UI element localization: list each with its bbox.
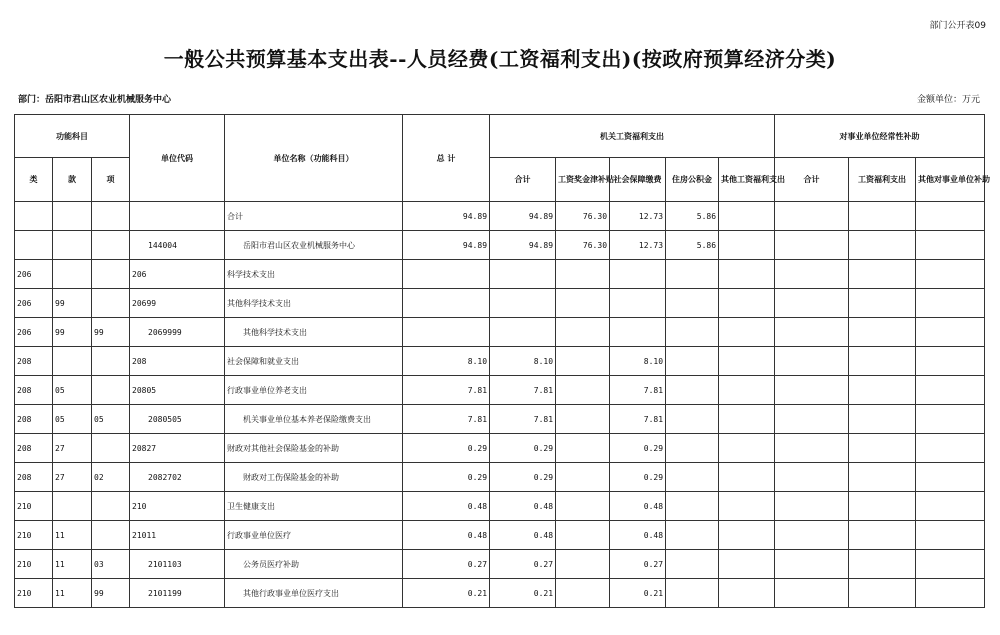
cell-subtotal: 94.89 [490,231,556,260]
cell-kuan: 11 [53,521,92,550]
xiang-header: 项 [92,158,130,202]
cell-wage [556,550,610,579]
cell-kuan: 05 [53,376,92,405]
cell-wage [556,289,610,318]
cell-total [403,318,490,347]
cell-wage [556,521,610,550]
cell-c1 [775,260,849,289]
cell-kuan [53,347,92,376]
cell-kuan: 99 [53,289,92,318]
cell-other [719,376,775,405]
cell-code: 20827 [130,434,225,463]
cell-lei: 208 [15,434,53,463]
total-header: 总 计 [403,115,490,202]
cell-other [719,289,775,318]
table-row [15,202,985,231]
cell-c3 [916,347,985,376]
cell-c3 [916,521,985,550]
cell-lei: 208 [15,347,53,376]
cell-wage [556,405,610,434]
cell-subtotal [490,289,556,318]
cell-wage [556,347,610,376]
cell-c1 [775,579,849,608]
cell-xiang [92,376,130,405]
unit-code-header: 单位代码 [130,115,225,202]
cell-c3 [916,579,985,608]
cell-c3 [916,260,985,289]
cell-c2 [849,492,916,521]
cell-kuan: 27 [53,463,92,492]
cell-name: 岳阳市君山区农业机械服务中心 [225,231,403,260]
social-header: 社会保障缴费 [610,158,666,202]
cell-other [719,434,775,463]
cell-subtotal: 94.89 [490,202,556,231]
cell-xiang [92,347,130,376]
cell-c2 [849,463,916,492]
cell-total: 0.29 [403,434,490,463]
cell-social: 12.73 [610,202,666,231]
cell-name: 财政对工伤保险基金的补助 [225,463,403,492]
cell-c2 [849,231,916,260]
cell-social: 0.29 [610,434,666,463]
cell-social: 0.27 [610,550,666,579]
cell-social: 0.29 [610,463,666,492]
cell-c2 [849,202,916,231]
cell-c1 [775,463,849,492]
cell-subtotal: 7.81 [490,405,556,434]
cell-total [403,260,490,289]
cell-c2 [849,289,916,318]
cell-name: 其他科学技术支出 [225,289,403,318]
cell-c2 [849,550,916,579]
cell-code: 2101199 [130,579,225,608]
cell-housing [666,405,719,434]
func-subject-header: 功能科目 [15,115,130,158]
cell-other [719,405,775,434]
cell-other [719,260,775,289]
cell-housing [666,289,719,318]
cell-c1 [775,289,849,318]
cell-kuan [53,202,92,231]
cell-lei: 210 [15,579,53,608]
cell-other [719,521,775,550]
department-label: 部门：岳阳市君山区农业机械服务中心 [18,95,172,105]
cell-name: 其他行政事业单位医疗支出 [225,579,403,608]
cell-housing [666,434,719,463]
cell-wage [556,463,610,492]
cell-c1 [775,521,849,550]
cell-social: 8.10 [610,347,666,376]
cell-kuan: 11 [53,579,92,608]
cell-subtotal: 8.10 [490,347,556,376]
cell-total: 7.81 [403,405,490,434]
cell-c3 [916,434,985,463]
cell-xiang: 99 [92,579,130,608]
cell-kuan: 11 [53,550,92,579]
cell-name: 机关事业单位基本养老保险缴费支出 [225,405,403,434]
table-row [15,260,985,289]
table-number: 部门公开表09 [929,21,986,31]
cell-lei: 210 [15,550,53,579]
cell-c1 [775,347,849,376]
table-row [15,579,985,608]
cell-total: 94.89 [403,202,490,231]
cell-kuan: 05 [53,405,92,434]
cell-code: 20805 [130,376,225,405]
cell-other [719,492,775,521]
cell-c2 [849,347,916,376]
cell-c1 [775,231,849,260]
cell-code: 208 [130,347,225,376]
cell-housing: 5.86 [666,202,719,231]
table-row [15,289,985,318]
cell-c1 [775,318,849,347]
cell-c3 [916,463,985,492]
cell-lei: 206 [15,318,53,347]
cell-lei: 208 [15,405,53,434]
cell-name: 合计 [225,202,403,231]
inst-subtotal-header: 合计 [775,158,849,202]
cell-c2 [849,434,916,463]
cell-total: 0.27 [403,550,490,579]
wage-header: 工资奖金津补贴 [556,158,610,202]
cell-lei: 210 [15,521,53,550]
cell-xiang [92,492,130,521]
cell-xiang: 03 [92,550,130,579]
cell-kuan: 27 [53,434,92,463]
cell-other [719,318,775,347]
cell-name: 卫生健康支出 [225,492,403,521]
cell-name: 社会保障和就业支出 [225,347,403,376]
cell-housing [666,376,719,405]
cell-xiang [92,260,130,289]
cell-wage [556,434,610,463]
cell-kuan [53,231,92,260]
cell-code: 210 [130,492,225,521]
cell-total [403,289,490,318]
page-title: 一般公共预算基本支出表--人员经费(工资福利支出)(按政府预算经济分类) [163,47,837,71]
cell-name: 行政事业单位养老支出 [225,376,403,405]
cell-kuan [53,492,92,521]
cell-housing [666,521,719,550]
table-body [15,202,985,608]
cell-other [719,347,775,376]
cell-name: 公务员医疗补助 [225,550,403,579]
cell-xiang: 02 [92,463,130,492]
cell-other [719,463,775,492]
cell-subtotal: 7.81 [490,376,556,405]
cell-subtotal: 0.21 [490,579,556,608]
subtotal-header: 合计 [490,158,556,202]
cell-other [719,231,775,260]
cell-wage: 76.30 [556,231,610,260]
cell-wage [556,579,610,608]
cell-code: 20699 [130,289,225,318]
cell-c1 [775,492,849,521]
cell-c3 [916,231,985,260]
cell-housing [666,347,719,376]
cell-other [719,550,775,579]
cell-lei [15,231,53,260]
table-row [15,231,985,260]
cell-total: 8.10 [403,347,490,376]
cell-code: 21011 [130,521,225,550]
cell-c2 [849,521,916,550]
cell-name: 科学技术支出 [225,260,403,289]
cell-housing [666,463,719,492]
cell-subtotal: 0.27 [490,550,556,579]
cell-c1 [775,376,849,405]
cell-c3 [916,492,985,521]
cell-c1 [775,202,849,231]
cell-housing [666,492,719,521]
cell-xiang [92,521,130,550]
cell-c3 [916,550,985,579]
cell-subtotal [490,260,556,289]
cell-code: 2101103 [130,550,225,579]
cell-subtotal: 0.48 [490,492,556,521]
cell-name: 其他科学技术支出 [225,318,403,347]
cell-social: 0.48 [610,521,666,550]
cell-total: 94.89 [403,231,490,260]
cell-social [610,260,666,289]
cell-total: 0.48 [403,492,490,521]
cell-social: 7.81 [610,405,666,434]
cell-housing [666,579,719,608]
cell-subtotal: 0.29 [490,434,556,463]
table-row [15,376,985,405]
cell-subtotal: 0.48 [490,521,556,550]
cell-c2 [849,376,916,405]
cell-wage [556,492,610,521]
cell-wage: 76.30 [556,202,610,231]
cell-lei: 208 [15,376,53,405]
cell-social: 12.73 [610,231,666,260]
other-wage-header: 其他工资福利支出 [719,158,775,202]
cell-social [610,318,666,347]
cell-wage [556,260,610,289]
budget-table [14,114,991,608]
table-row [15,347,985,376]
cell-other [719,579,775,608]
cell-social: 0.48 [610,492,666,521]
cell-c2 [849,405,916,434]
cell-xiang [92,202,130,231]
cell-code: 2069999 [130,318,225,347]
cell-lei: 210 [15,492,53,521]
cell-code: 206 [130,260,225,289]
cell-c2 [849,318,916,347]
cell-code: 144004 [130,231,225,260]
inst-wage-header: 工资福利支出 [849,158,916,202]
cell-c3 [916,405,985,434]
table-row [15,318,985,347]
cell-lei: 206 [15,260,53,289]
cell-lei: 206 [15,289,53,318]
cell-c3 [916,318,985,347]
cell-housing [666,260,719,289]
cell-wage [556,376,610,405]
cell-other [719,202,775,231]
cell-subtotal: 0.29 [490,463,556,492]
cell-total: 0.21 [403,579,490,608]
cell-kuan: 99 [53,318,92,347]
cell-c3 [916,289,985,318]
cell-lei: 208 [15,463,53,492]
cell-housing: 5.86 [666,231,719,260]
cell-c1 [775,550,849,579]
cell-xiang [92,434,130,463]
cell-total: 0.29 [403,463,490,492]
cell-xiang: 05 [92,405,130,434]
table-row [15,434,985,463]
cell-subtotal [490,318,556,347]
amount-unit-label: 金额单位：万元 [916,95,980,105]
inst-subsidy-group-header: 对事业单位经常性补助 [775,115,985,158]
kuan-header: 款 [53,158,92,202]
cell-social [610,289,666,318]
table-row [15,550,985,579]
cell-housing [666,318,719,347]
cell-c3 [916,202,985,231]
cell-social: 0.21 [610,579,666,608]
table-row [15,405,985,434]
cell-code [130,202,225,231]
org-wage-group-header: 机关工资福利支出 [490,115,775,158]
cell-code: 2080505 [130,405,225,434]
cell-lei [15,202,53,231]
housing-header: 住房公积金 [666,158,719,202]
cell-xiang [92,289,130,318]
cell-total: 0.48 [403,521,490,550]
lei-header: 类 [15,158,53,202]
cell-wage [556,318,610,347]
cell-xiang [92,231,130,260]
unit-name-header: 单位名称（功能科目） [225,115,403,202]
cell-c1 [775,434,849,463]
cell-c2 [849,260,916,289]
cell-code: 2082702 [130,463,225,492]
cell-housing [666,550,719,579]
cell-xiang: 99 [92,318,130,347]
cell-social: 7.81 [610,376,666,405]
cell-c2 [849,579,916,608]
table-row [15,521,985,550]
cell-kuan [53,260,92,289]
cell-c1 [775,405,849,434]
cell-name: 行政事业单位医疗 [225,521,403,550]
cell-c3 [916,376,985,405]
cell-name: 财政对其他社会保险基金的补助 [225,434,403,463]
cell-total: 7.81 [403,376,490,405]
table-row [15,463,985,492]
table-row [15,492,985,521]
inst-other-header: 其他对事业单位补助 [916,158,985,202]
